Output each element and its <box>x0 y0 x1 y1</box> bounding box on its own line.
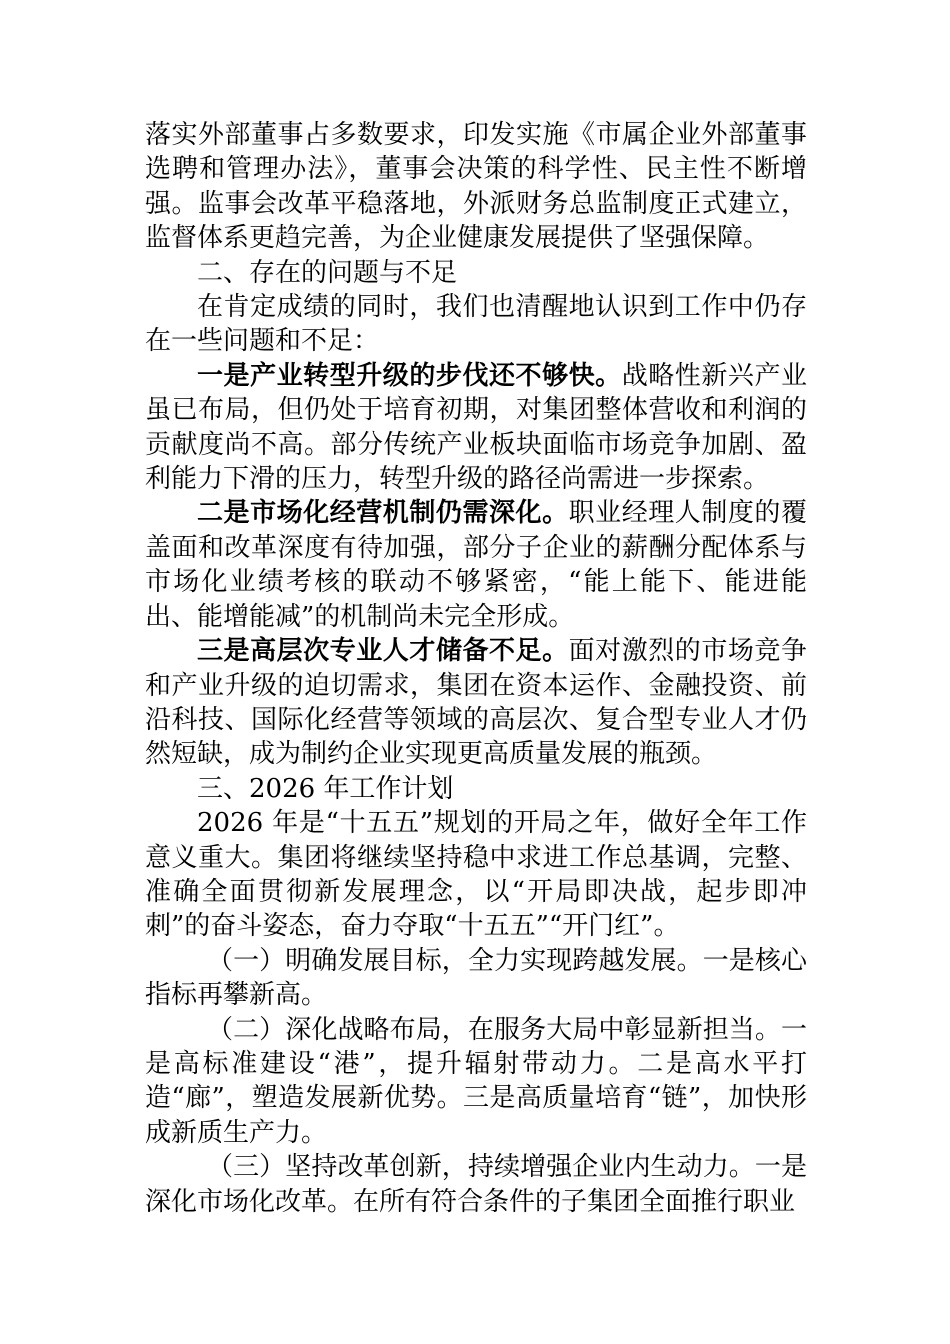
paragraph-plan-item-two: （二）深化战略布局，在服务大局中彰显新担当。一是高标准建设“港”，提升辐射带动力。二是高水平打造“廊”，塑造发展新优势。三是高质量培育“链”，加快形成新质生产力。 <box>145 1014 807 1148</box>
problem-three-lead: 三是高层次专业人才储备不足。 <box>197 636 569 667</box>
section-heading-problems: 二、存在的问题与不足 <box>197 257 458 288</box>
paragraph-problem-two <box>145 496 807 634</box>
paragraph-problems-intro: 在肯定成绩的同时，我们也清醒地认识到工作中仍存在一些问题和不足： <box>145 292 807 357</box>
paragraph-plan-item-one: （一）明确发展目标，全力实现跨越发展。一是核心指标再攀新高。 <box>145 945 807 1011</box>
problem-three-body: 面对激烈的市场竞争和产业升级的迫切需求，集团在资本运作、金融投资、前沿科技、国际化经营等领域的高层次、复合型专业人才仍然短缺，成为制约企业实现更高质量发展的瓶颈。 <box>145 636 807 770</box>
paragraph-problem-three <box>145 634 807 772</box>
paragraph-problem-one <box>145 359 807 497</box>
problem-one-lead: 一是产业转型升级的步伐还不够快。 <box>197 360 622 391</box>
document-page <box>145 118 807 1219</box>
problem-one-body: 战略性新兴产业虽已布局，但仍处于培育初期，对集团整体营收和利润的贡献度尚不高。部分传统产业板块面临市场竞争加剧、盈利能力下滑的压力，转型升级的路径尚需进一步探索。 <box>145 360 807 495</box>
section-heading-work-plan: 三、2026 年工作计划 <box>197 773 454 804</box>
paragraph-plan-item-three: （三）坚持改革创新，持续增强企业内生动力。一是深化市场化改革。在所有符合条件的子集团全面推行职业 <box>145 1152 807 1217</box>
paragraph-work-plan-intro: 2026 年是“十五五”规划的开局之年，做好全年工作意义重大。集团将继续坚持稳中求进工作总基调，完整、准确全面贯彻新发展理念，以“开局即决战，起步即冲刺”的奋斗姿态，奋力夺取“十五五”“开门红”。 <box>145 808 807 942</box>
problem-two-lead: 二是市场化经营机制仍需深化。 <box>197 498 569 529</box>
paragraph-governance-continued: 落实外部董事占多数要求，印发实施《市属企业外部董事选聘和管理办法》，董事会决策的科学性、民主性不断增强。监事会改革平稳落地，外派财务总监制度正式建立，监督体系更趋完善，为企业健康发展提供了坚强保障。 <box>145 120 807 254</box>
problem-two-body: 职业经理人制度的覆盖面和改革深度有待加强，部分子企业的薪酬分配体系与市场化业绩考核的联动不够紧密，“能上能下、能进能出、能增能减”的机制尚未完全形成。 <box>145 498 807 632</box>
